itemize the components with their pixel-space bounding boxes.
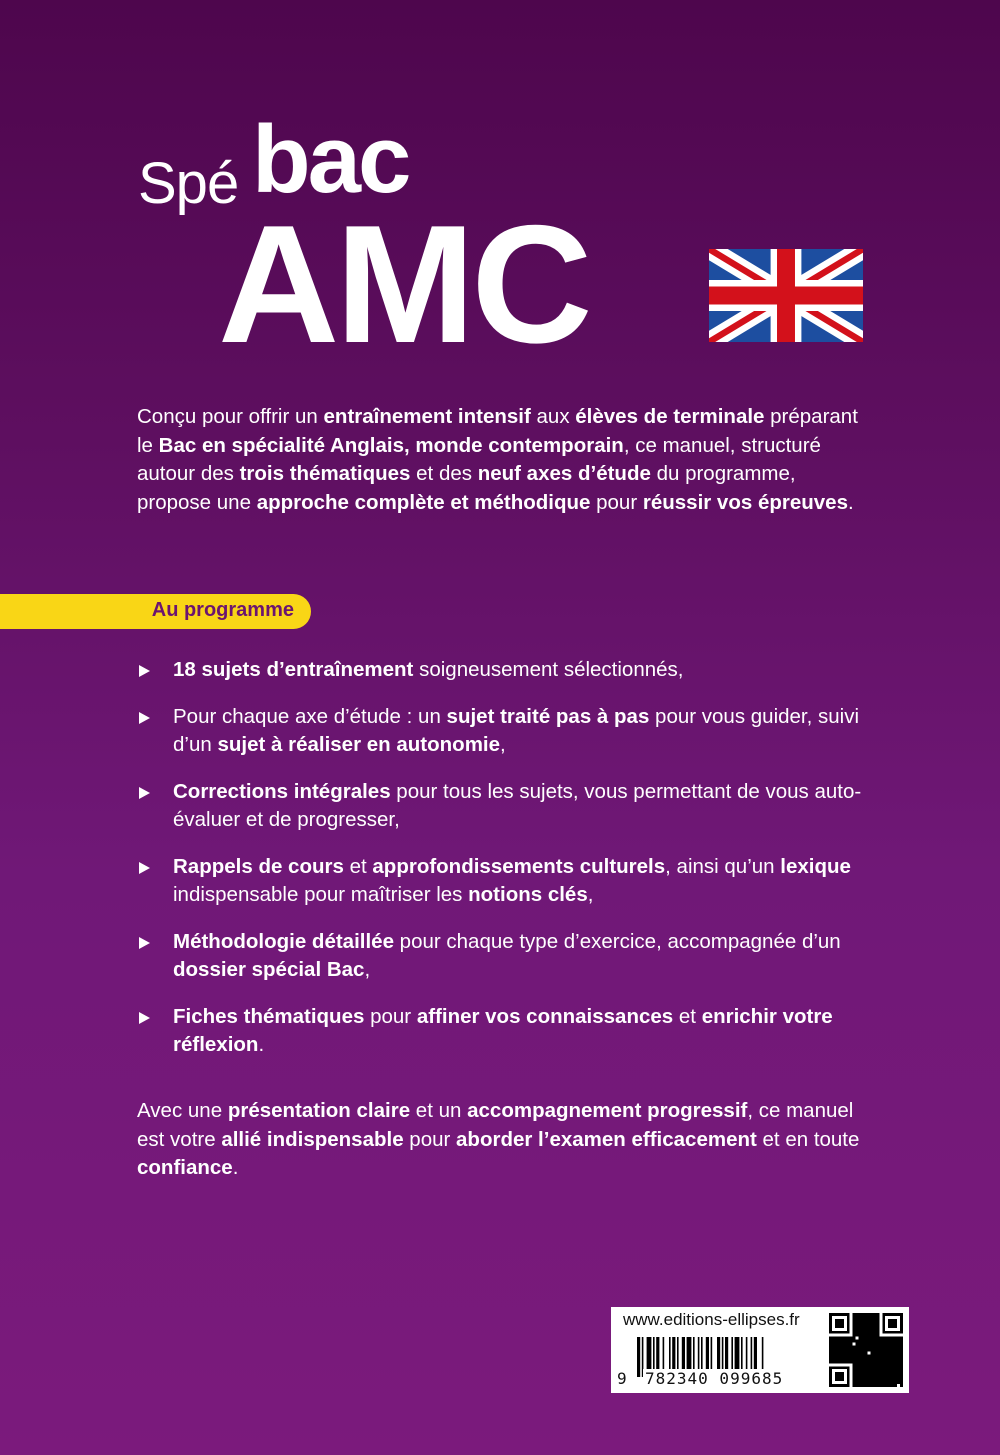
body-text: indispensable pour maîtriser les [173, 883, 469, 906]
emphasis-text: aborder l’examen efficacement [456, 1127, 757, 1151]
body-text: . [847, 490, 854, 514]
body-text: pour vous guider, suivi d’un [173, 704, 860, 756]
body-text: aux [530, 405, 576, 428]
emphasis-text: trois thématiques [239, 462, 411, 485]
isbn-digits: 782340 099685 [645, 1369, 784, 1388]
body-text: , ce manuel est votre [137, 1099, 854, 1151]
body-text: . [232, 1156, 239, 1179]
emphasis-text: élèves de terminale [575, 405, 765, 428]
body-text: Conçu pour offrir un [137, 405, 324, 428]
program-list-item [137, 928, 867, 985]
emphasis-text: entraînement intensif [323, 405, 531, 428]
emphasis-text: notions clés [468, 883, 588, 906]
body-text: et des [410, 462, 478, 485]
emphasis-text: confiance [137, 1156, 233, 1179]
program-list-item [137, 703, 867, 760]
emphasis-text: Fiches thématiques [173, 1004, 365, 1028]
intro-paragraph [137, 403, 865, 517]
emphasis-text: accompagnement progressif [467, 1099, 748, 1122]
emphasis-text: réussir vos épreuves [642, 490, 848, 514]
emphasis-text: Bac en spécialité Anglais, monde contemporain [158, 433, 624, 457]
body-text: du programme, propose une [137, 462, 796, 514]
emphasis-text: allié indispensable [221, 1127, 404, 1151]
body-text: pour [590, 490, 643, 514]
body-text: , ce manuel, structuré autour des [137, 433, 821, 485]
barcode-panel [611, 1307, 909, 1393]
emphasis-text: approfondissements culturels [372, 854, 666, 878]
isbn-prefix: 9 [617, 1369, 627, 1388]
outro-paragraph [137, 1097, 865, 1183]
body-text: soigneusement sélectionnés, [413, 658, 684, 681]
program-list-item [137, 656, 867, 685]
bullet-triangle-icon [139, 937, 150, 949]
body-text: , [587, 883, 594, 906]
cover-title-bac: bac [252, 106, 409, 213]
emphasis-text: Rappels de cours [173, 854, 344, 878]
emphasis-text: 18 sujets d’entraînement [173, 658, 414, 681]
body-text: , [364, 958, 371, 981]
emphasis-text: présentation claire [227, 1099, 411, 1122]
body-text: pour chaque type d’exercice, accompagnée d’un [393, 929, 841, 953]
emphasis-text: Méthodologie détaillée [173, 929, 394, 953]
qr-code-icon[interactable] [829, 1313, 903, 1387]
body-text: et [673, 1004, 702, 1028]
section-banner-label: Au programme [151, 599, 294, 621]
bullet-triangle-icon [139, 862, 150, 874]
body-text: , ainsi qu’un [665, 854, 781, 878]
bullet-triangle-icon [139, 712, 150, 724]
bullet-triangle-icon [139, 1012, 150, 1024]
emphasis-text: Corrections intégrales [173, 779, 391, 803]
program-list-item [137, 778, 867, 835]
body-text: Avec une [137, 1099, 228, 1122]
cover-title-subject: AMC [218, 190, 589, 378]
body-text: pour [403, 1127, 457, 1151]
cover-title-spe: Spé [138, 151, 239, 216]
body-text: pour [364, 1004, 417, 1028]
emphasis-text: affiner vos connaissances [416, 1004, 674, 1028]
body-text: . [258, 1033, 265, 1056]
section-banner [0, 594, 311, 629]
body-text: et en toute [756, 1127, 860, 1151]
publisher-website[interactable]: www.editions-ellipses.fr [623, 1310, 800, 1329]
body-text: pour tous les sujets, vous permettant de vous auto-évaluer et de progresser, [173, 779, 862, 831]
emphasis-text: enrichir votre réflexion [173, 1004, 833, 1056]
program-list-item [137, 853, 867, 910]
body-text: , [500, 733, 506, 756]
uk-flag-icon [709, 249, 863, 342]
program-list [137, 656, 867, 1078]
emphasis-text: neuf axes d’étude [477, 462, 651, 485]
body-text: et un [410, 1099, 468, 1122]
emphasis-text: sujet traité pas à pas [446, 704, 650, 728]
emphasis-text: dossier spécial Bac [173, 958, 365, 981]
emphasis-text: approche complète et méthodique [256, 490, 591, 514]
emphasis-text: lexique [780, 854, 851, 878]
body-text: préparant le [137, 405, 858, 457]
bullet-triangle-icon [139, 665, 150, 677]
body-text: Pour chaque axe d’étude : un [173, 704, 447, 728]
body-text: et [343, 854, 373, 878]
emphasis-text: sujet à réaliser en autonomie [217, 733, 501, 756]
program-list-item [137, 1003, 867, 1060]
bullet-triangle-icon [139, 787, 150, 799]
